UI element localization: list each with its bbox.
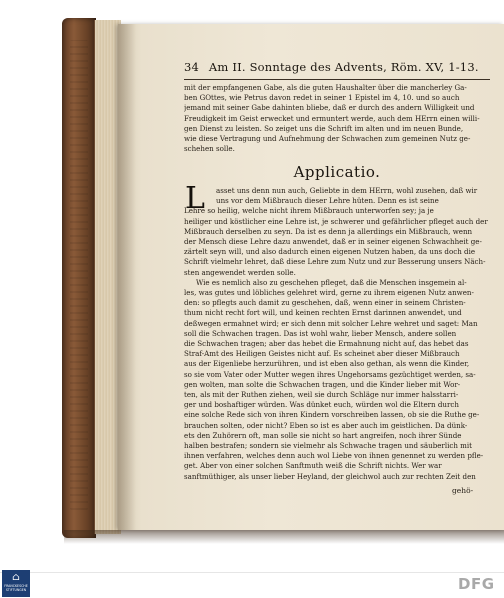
- text-line: gen wolten, man solte die Schwachen tragen, und die Kinder lieber mit Wor-: [184, 379, 461, 389]
- text-line: zärtelt seyn will, und also dadurch einen eigenen Nutzen haben, da uns doch die: [184, 247, 476, 257]
- text-line: sanftmüthiger, als unser lieber Heyland, der gleichwol auch zur rechten Zeit den: [184, 471, 476, 481]
- text-line: heiliger und köstlicher eine Lehre ist, je schwerer und gefährlicher pfleget auch der: [184, 216, 488, 226]
- page-block-edges: [94, 20, 121, 534]
- text-line: sten angewendet werden solle.: [184, 267, 296, 277]
- section-heading: Applicatio.: [293, 163, 381, 181]
- catchword: gehö-: [452, 486, 474, 495]
- institution-logo-text: FRANCKESCHE STIFTUNGEN: [4, 584, 28, 592]
- text-line: den: so pflegts auch damit zu geschehen, daß, wenn einer in seinem Christen-: [184, 298, 466, 308]
- gutter-shadow: [118, 24, 136, 530]
- body-text-main: [184, 181, 490, 482]
- cover-texture: [70, 40, 88, 510]
- text-line: ihnen verfahren, welches denn auch wol Liebe von ihnen genennet zu werden pfle-: [184, 451, 484, 461]
- text-line: Schrift vielmehr lehret, daß diese Lehre zum Nutz und zur Besserung unsers Näch-: [184, 257, 486, 267]
- text-line: schehen solle.: [184, 144, 235, 154]
- orphanage-icon: ⌂: [12, 572, 20, 583]
- text-line: ets den Zuhörern oft, man solle sie nicht so hart angreifen, noch ihrer Sünde: [184, 430, 462, 440]
- text-line: Freudigkeit im Geist erwecket und ermuntert werde, auch dem HErrn einen willi-: [184, 113, 480, 123]
- text-line: Straf-Amt des Heiligen Geistes nicht auf. Es scheinet aber dieser Mißbrauch: [184, 349, 460, 359]
- text-line: jemand mit seiner Gabe dahinten bliebe, daß er durch des andern Willigkeit und: [184, 103, 475, 113]
- text-line: so sie vom Vater oder Mutter wegen ihres Ungehorsams gezüchtiget werden, sa-: [184, 369, 476, 379]
- text-line: thum nicht recht fort will, und keinen rechten Ernst darinnen anwendet, und: [184, 308, 462, 318]
- text-line: asset uns denn nun auch, Geliebte in dem HErrn, wohl zusehen, daß wir: [216, 186, 478, 195]
- text-line: Mißbrauch derselben zu seyn. Da ist es denn ja allerdings ein Mißbrauch, wenn: [184, 226, 473, 236]
- text-line: brauchen solten, oder nicht? Eben so ist es aber auch im geistlichen. Da dünk-: [184, 420, 468, 430]
- viewer-footer: [0, 572, 504, 598]
- text-line: halben bestrafen; sondern sie vielmehr als Schwache tragen und säuberlich mit: [184, 441, 472, 451]
- running-head-title: Am II. Sonntage des Advents, Röm. XV, 1-13.: [208, 60, 479, 74]
- text-line: Lehre so heilig, welche nicht ihrem Mißbrauch unterworfen sey; ja je: [184, 206, 434, 216]
- text-line: deßwegen ermahnet wird; er sich denn mit solcher Lehre wehret und saget: Man: [184, 318, 478, 328]
- text-line: uns vor dem Mißbrauch dieser Lehre hüten. Denn es ist seine: [216, 196, 439, 206]
- drop-capital: L: [185, 181, 205, 216]
- text-line: aus der Eigenliebe herzurühren, und ist eben also gethan, als wenn die Kinder,: [184, 359, 470, 369]
- page-number: 34: [184, 60, 200, 74]
- text-line: eine solche Rede sich von ihren Kindern vorschreiben lassen, ob sie die Ruthe ge-: [184, 410, 480, 420]
- text-line: mit der empfangenen Gabe, als die guten Haushalter über die mancherley Ga-: [184, 83, 467, 92]
- header-rule: [184, 79, 490, 80]
- text-line: gen Dienst zu leisten. So zeiget uns die Schrift im alten und im neuen Bunde,: [184, 123, 464, 133]
- text-line: ger und boshaftiger würden. Was dünket euch, würden wol die Eltern durch: [184, 400, 459, 410]
- running-header: [184, 60, 494, 80]
- text-line: get. Aber von einer solchen Sanftmuth weiß die Schrift nichts. Wer war: [184, 461, 442, 471]
- funder-logo[interactable]: DFG: [458, 575, 495, 593]
- text-line: wie diese Vertragung und Aufnehmung der Schwachen zum gemeinen Nutz ge-: [184, 134, 471, 144]
- text-line: ben GOttes, wie Petrus davon redet in seiner 1 Epistel im 4, 10. und so auch: [184, 93, 460, 103]
- text-line: die Schwachen tragen; aber das hebet die Ermahnung nicht auf, das hebet das: [184, 339, 469, 349]
- body-text-top: [184, 83, 490, 154]
- text-line: soll die Schwachen tragen. Das ist wohl wahr, lieber Mensch, andere sollen: [184, 328, 457, 338]
- text-line: les, was gutes und löbliches gelehret wird, gerne zu ihrem eigenen Nutz anwen-: [184, 288, 474, 298]
- book-bottom-shadow: [64, 530, 504, 544]
- text-line: Wie es nemlich also zu geschehen pfleget, daß die Menschen insgemein al-: [196, 277, 467, 287]
- text-line: ten, als mit der Ruthen ziehen, weil sie durch Schläge nur immer halsstarri-: [184, 390, 459, 400]
- text-line: der Mensch diese Lehre dazu anwendet, daß er in seiner eigenen Schwachheit ge-: [184, 237, 482, 247]
